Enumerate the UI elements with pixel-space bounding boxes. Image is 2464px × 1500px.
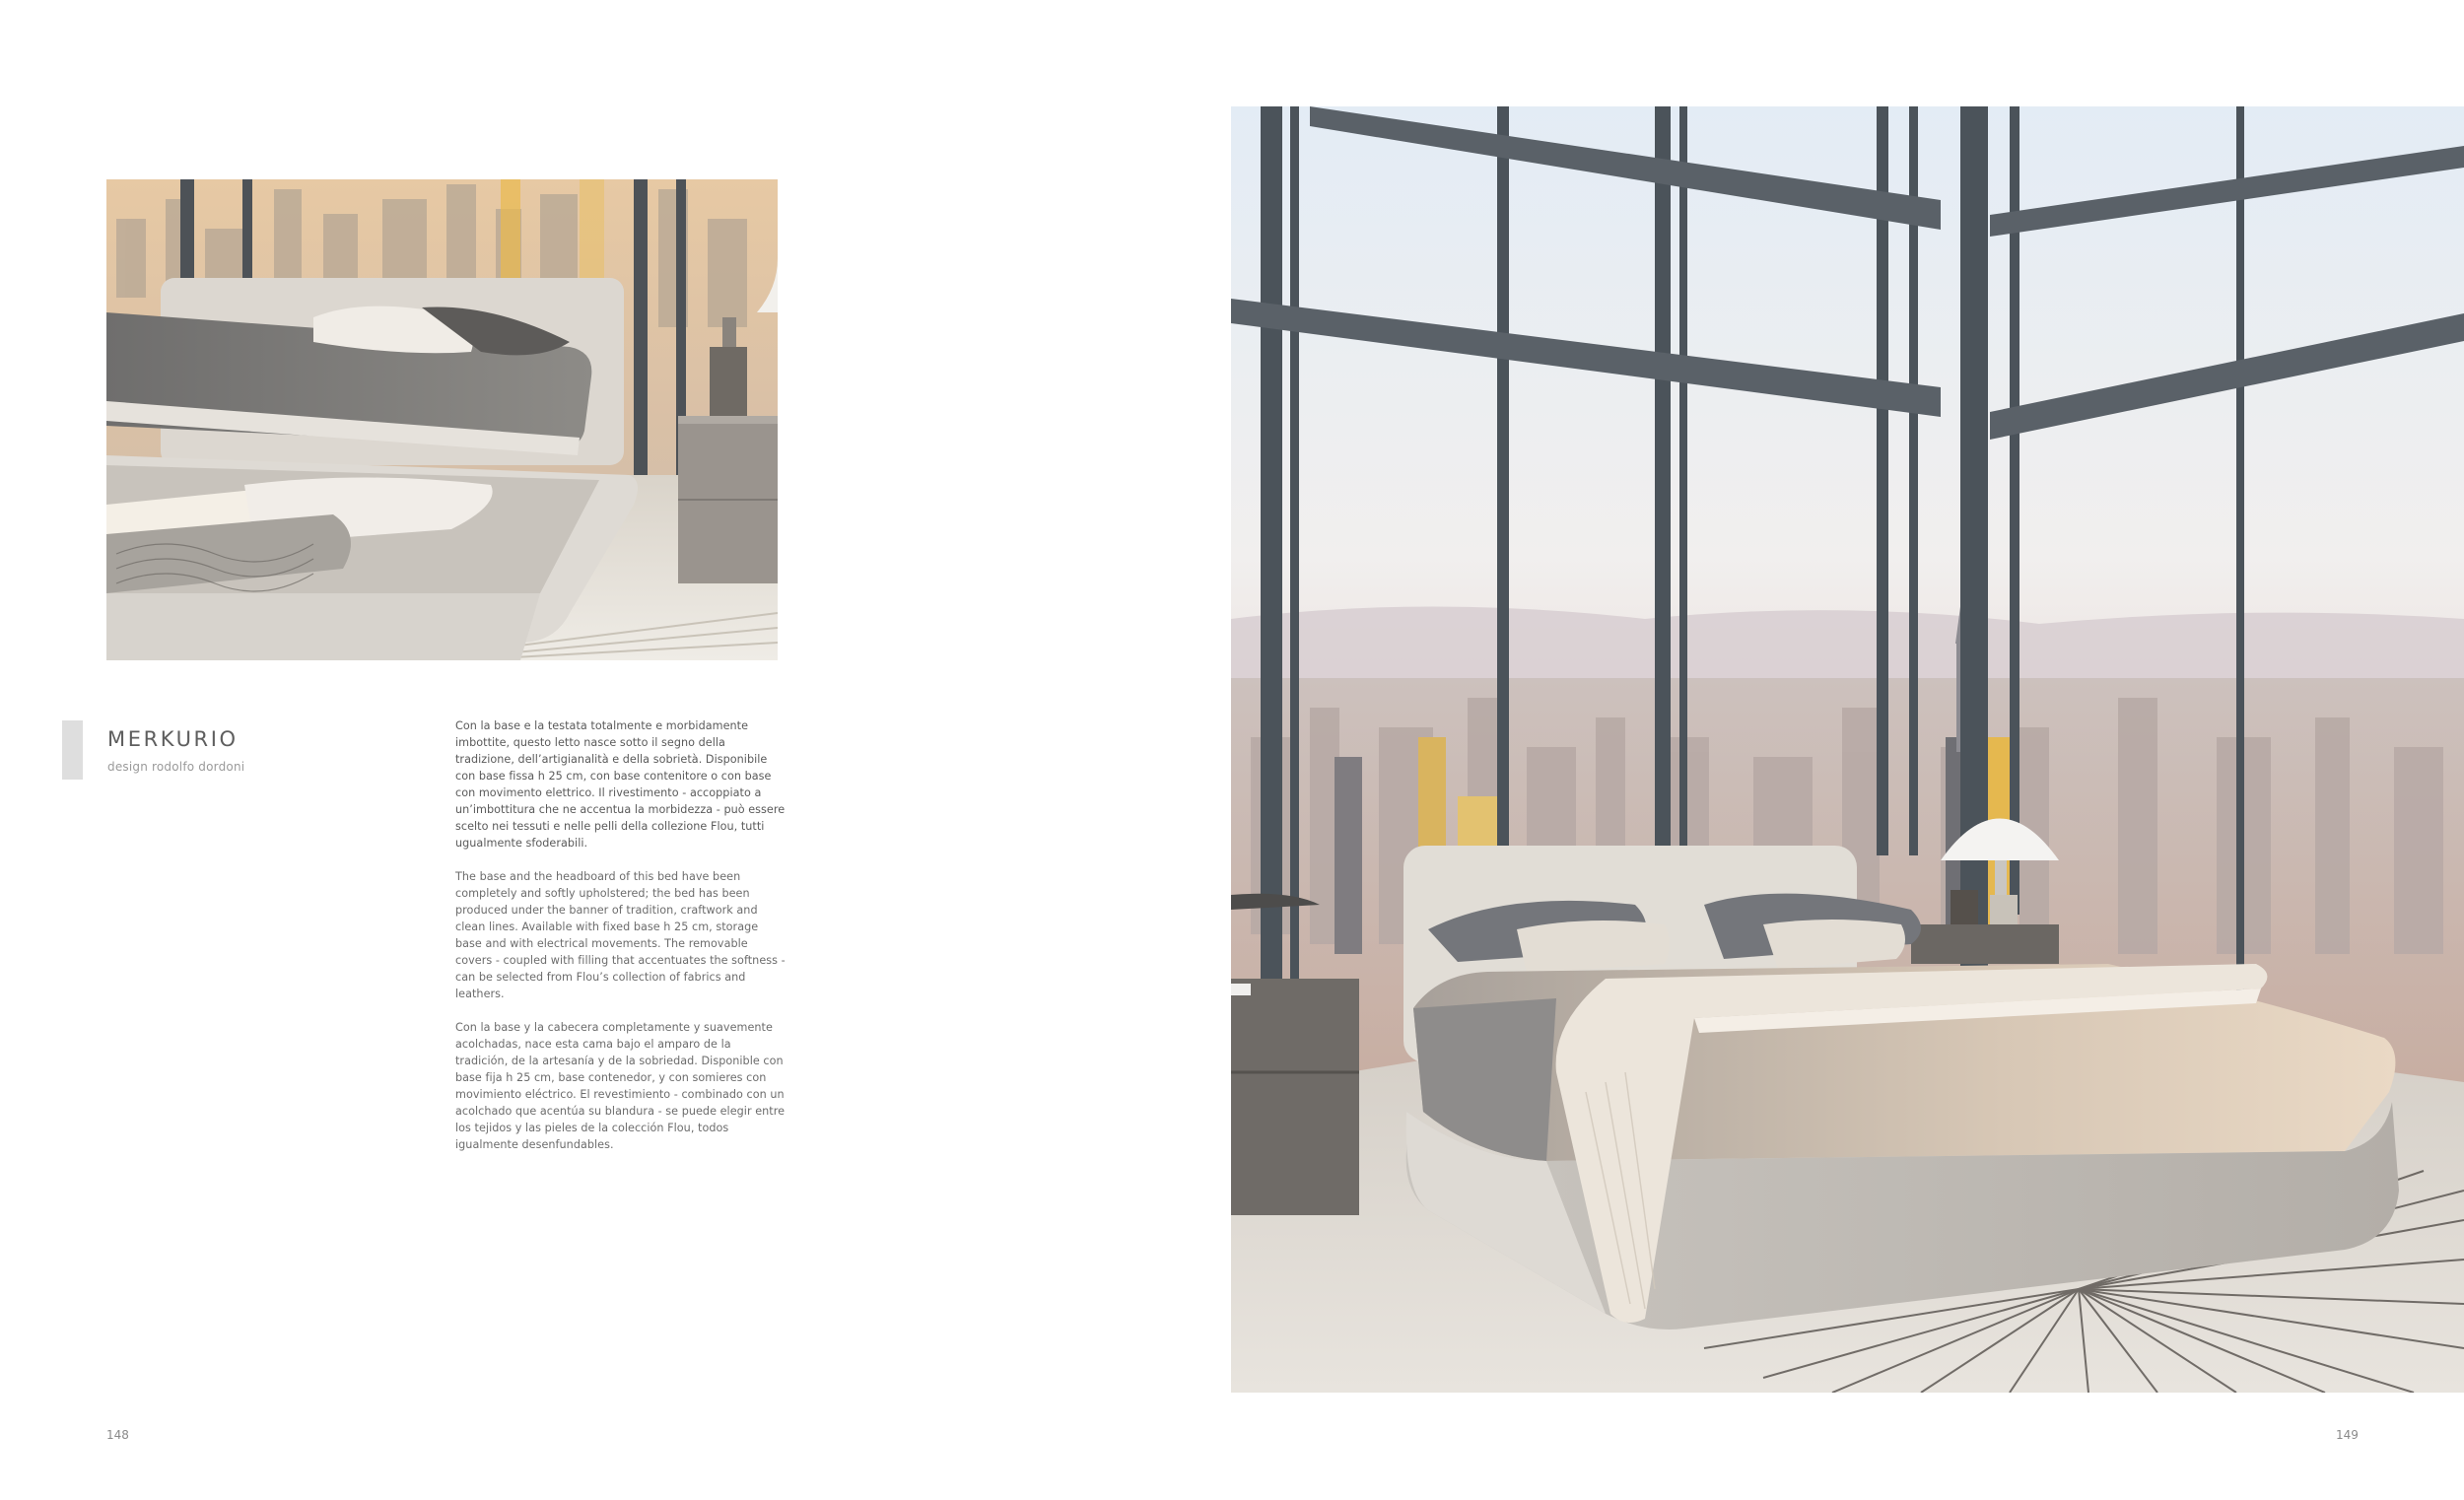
bed-room-photo — [1231, 106, 2464, 1393]
product-designer: design rodolfo dordoni — [107, 760, 245, 774]
description-italian: Con la base e la testata totalmente e morbidamente imbottite, questo letto nasce sotto il segno della tradizione, dell’artigianalità e della sobrietà. Disponibile con base fissa h 25 cm, con base contenitore o con base con movimento elettrico. Il rivestimento - accoppiato a un’imbottitura che ne accentua la morbidezza - può essere scelto nei tessuti e nelle pelli della collezione Flou, tutti ugualmente sfoderabili. — [455, 719, 786, 850]
page-number-left: 148 — [106, 1428, 129, 1442]
description-column — [455, 717, 786, 1170]
description-spanish: Con la base y la cabecera completamente y suavemente acolchadas, nace esta cama bajo el amparo de la tradición, de la artesanía y de la sobriedad. Disponible con base fija h 25 cm, base contenedor, y con somieres con movimiento eléctrico. El revestimiento - combinado con un acolchado que acentúa su blandura - se puede elegir entre los tejidos y las pieles de la colección Flou, todos igualmente desenfundables. — [455, 1021, 786, 1151]
section-marker — [62, 720, 83, 780]
description-english: The base and the headboard of this bed have been completely and softly upholstered; the bed has been produced under the banner of tradition, craftwork and clean lines. Available with fixed base h 25 cm, storage base and with electrical movements. The removable covers - coupled with filling that accentuates the softness - can be selected from Flou’s collection of fabrics and leathers. — [455, 870, 786, 1000]
product-title: MERKURIO — [107, 727, 239, 751]
page-number-right: 149 — [2336, 1428, 2359, 1442]
bed-storage-photo — [106, 179, 778, 660]
